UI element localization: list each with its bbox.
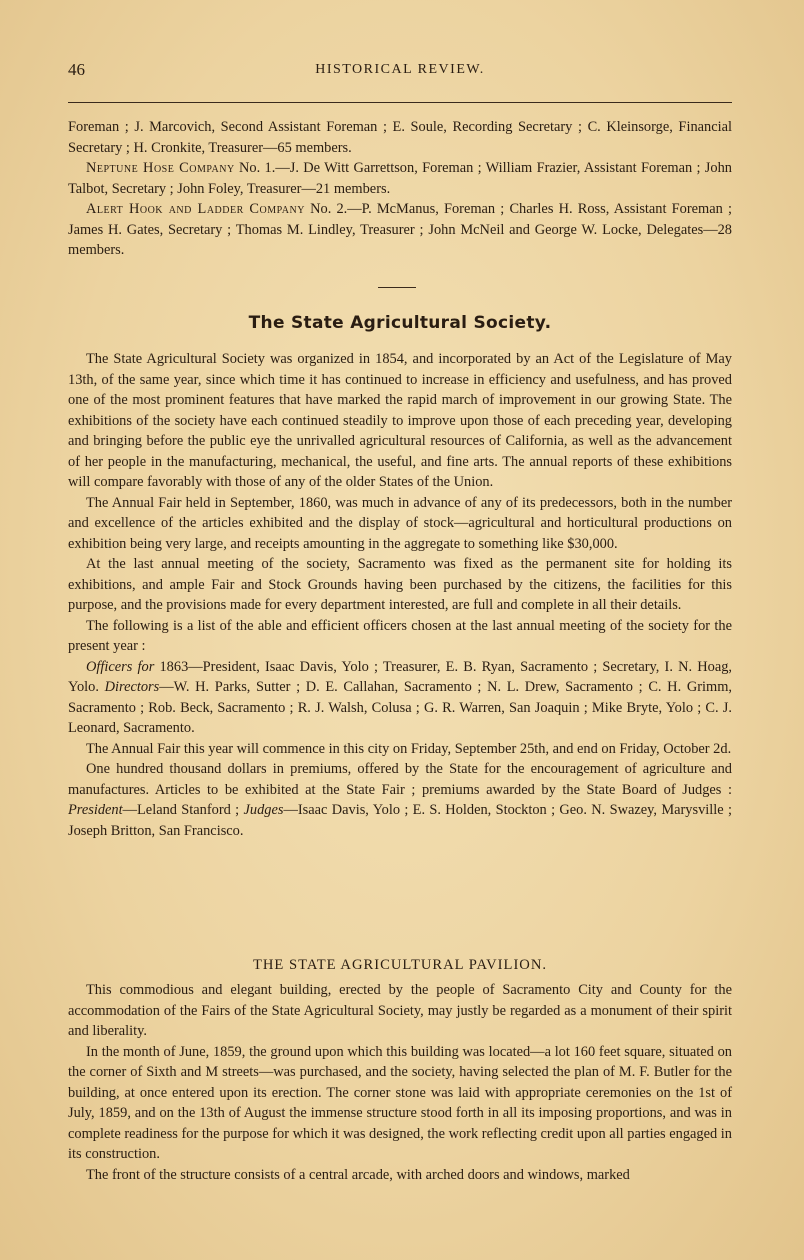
- paragraph-text: 1863—President, Isaac Davis, Yolo ; Treasurer, E. B. Ryan, Sacramento ; Secretary, I. N. Hoag, Yolo.: [68, 658, 732, 695]
- paragraph-text: —W. H. Parks, Sutter ; D. E. Callahan, Sacramento ; N. L. Drew, Sacramento ; C. H. Grimm, Sacramento ; Rob. Beck, Sacramento ; R. J. Walsh, Colusa ; G. R. Warren, San Joaquin ; Mike Bryte, Yolo ; C. J. Leonard, Sacramento.: [68, 679, 732, 736]
- paragraph: The Annual Fair this year will commence in this city on Friday, September 25th, and end on Friday, October 2d.: [86, 740, 732, 757]
- paragraph: Foreman ; J. Marcovich, Second Assistant Foreman ; E. Soule, Recording Secretary ; C. Kleinsorge, Financial Secretary ; H. Cronkite, Treasurer—65 members.: [68, 119, 732, 156]
- header-rule: [68, 102, 732, 103]
- paragraph: [68, 199, 732, 261]
- paragraph-text: No. 1.—J. De Witt Garrettson, Foreman ; William Frazier, Assistant Foreman ; John Talbot, Secretary ; John Foley, Treasurer—21 members.: [68, 160, 732, 197]
- paragraph-text: —Leland Stanford ;: [122, 802, 244, 818]
- page-header: [68, 58, 732, 82]
- paragraph-text: —Isaac Davis, Yolo ; E. S. Holden, Stockton ; Geo. N. Swazey, Marysville ; Joseph Britton, San Francisco.: [68, 802, 732, 839]
- agricultural-society-section: [68, 349, 732, 841]
- section-title: The State Agricultural Society.: [248, 313, 552, 333]
- company-name: Neptune Hose Company: [86, 160, 235, 176]
- paragraph: The Annual Fair held in September, 1860, was much in advance of any of its predecessors, both in the number and excellence of the articles exhibited and the display of stock—agricultural and horticultural productions on exhibition being very large, and receipts amounting in the aggregate to something like $30,000.: [68, 494, 732, 552]
- paragraph: In the month of June, 1859, the ground upon which this building was located—a lot 160 feet square, situated on the corner of Sixth and M streets—was purchased, and the society, having selected the plan of M. F. Butler for the building, at once entered upon its erection. The corner stone was laid with appropriate ceremonies on the 1st of July, 1859, and on the 13th of August the immense structure stood forth in all its imposing proportions, and was in complete readiness for the purpose for which it was designed, the work reflecting credit upon all parties engaged in its construction.: [68, 1043, 732, 1162]
- fire-companies-section: [68, 117, 732, 261]
- company-name: Alert Hook and Ladder Company: [86, 201, 305, 217]
- section-subtitle: THE STATE AGRICULTURAL PAVILION.: [252, 957, 548, 973]
- italic-label: President: [68, 802, 123, 818]
- paragraph-text: No. 2.—P. McManus, Foreman ; Charles H. Ross, Assistant Foreman ; James H. Gates, Secretary ; Thomas M. Lindley, Treasurer ; John McNeil and George W. Locke, Delegates—28 members.: [68, 201, 732, 258]
- italic-label: Officers for: [86, 658, 155, 675]
- paragraph: The front of the structure consists of a central arcade, with arched doors and windows, marked: [86, 1166, 630, 1183]
- italic-label: Directors: [104, 679, 160, 695]
- paragraph: At the last annual meeting of the society, Sacramento was fixed as the permanent site for holding its exhibitions, and ample Fair and Stock Grounds having been purchased by the citizens, the facilities for this purpose, and the provisions made for every department interested, are full and complete in all their details.: [68, 556, 732, 613]
- paragraph: The following is a list of the able and efficient officers chosen at the last annual meeting of the society for the present year :: [68, 617, 732, 654]
- running-head: HISTORICAL REVIEW.: [315, 62, 485, 77]
- paragraph-text: One hundred thousand dollars in premiums, offered by the State for the encouragement of agriculture and manufactures. Articles to be exhibited at the State Fair ; premiums awarded by the State Board of Judges :: [68, 761, 732, 798]
- section-divider: [378, 287, 416, 288]
- paragraph: [68, 158, 732, 199]
- pavilion-section: [68, 980, 732, 1185]
- paragraph: [68, 759, 732, 841]
- paragraph: The State Agricultural Society was organized in 1854, and incorporated by an Act of the Legislature of May 13th, of the same year, since which time it has continued to increase in efficiency and usefulness, and has proved one of the most prominent features that have marked the rapid march of improvement in our growing State. The exhibitions of the society have each continued steadily to improve upon those of each preceding year, developing and bringing before the public eye the unrivalled agricultural resources of California, as well as the advancement of her people in the manufacturing, mechanical, the useful, and fine arts. The annual reports of these exhibitions will compare favorably with those of any of the older States of the Union.: [68, 351, 732, 490]
- page-number: 46: [68, 60, 85, 79]
- paragraph: This commodious and elegant building, erected by the people of Sacramento City and County for the accommodation of the Fairs of the State Agricultural Society, may justly be regarded as a monument of their spirit and liberality.: [68, 982, 732, 1039]
- paragraph: [68, 657, 732, 739]
- italic-label: Judges: [243, 802, 284, 818]
